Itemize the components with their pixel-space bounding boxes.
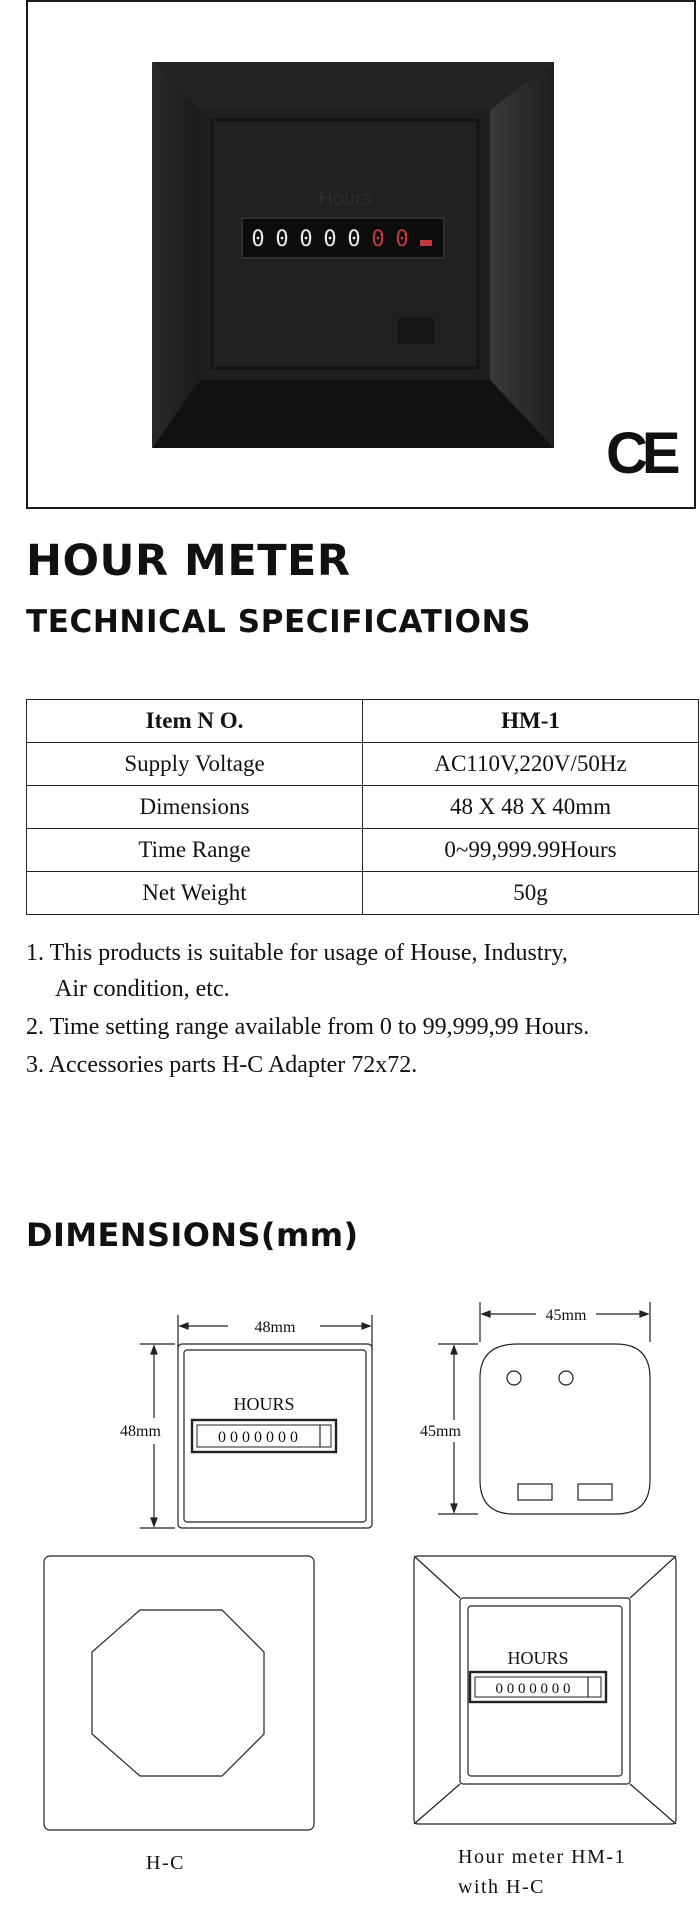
adapter-caption: H-C [146, 1852, 185, 1874]
table-cell: 50g [363, 872, 699, 915]
front-counter-digits: 0 0 0 0 0 0 0 [218, 1429, 298, 1446]
table-row [27, 829, 699, 872]
table-cell: Dimensions [27, 786, 363, 829]
note-item: 1. This products is suitable for usage of House, Industry, [26, 940, 568, 966]
table-row [27, 786, 699, 829]
table-cell: 48 X 48 X 40mm [363, 786, 699, 829]
table-cell: AC110V,220V/50Hz [363, 743, 699, 786]
width-dimension-label: 48mm [254, 1319, 296, 1336]
table-cell: 0~99,999.99Hours [363, 829, 699, 872]
table-header-row [27, 700, 699, 743]
spec-table [26, 699, 699, 915]
note-item: 3. Accessories parts H-C Adapter 72x72. [26, 1052, 418, 1078]
photo-hours-label: Hours [318, 188, 372, 210]
table-cell: Net Weight [27, 872, 363, 915]
section-title-specifications: TECHNICAL SPECIFICATIONS [26, 604, 532, 640]
assembly-drawing [410, 1552, 680, 1830]
hour-meter-photo [150, 60, 560, 452]
photo-digit: 0 [323, 227, 337, 252]
photo-digit: 0 [347, 227, 361, 252]
photo-digit: 0 [251, 227, 265, 252]
table-row [27, 743, 699, 786]
photo-digit: 0 [275, 227, 289, 252]
photo-digit: 0 [395, 227, 409, 252]
assembly-hours-label: HOURS [507, 1648, 569, 1668]
table-row [27, 872, 699, 915]
back-height-dimension-label: 45mm [420, 1423, 461, 1440]
height-dimension-label: 48mm [120, 1423, 161, 1440]
back-view-drawing [418, 1300, 668, 1525]
front-hours-label: HOURS [233, 1394, 295, 1414]
note-item-continued: Air condition, etc. [55, 976, 230, 1002]
adapter-drawing [40, 1552, 320, 1836]
section-title-dimensions: DIMENSIONS(mm) [26, 1216, 359, 1254]
page-title: HOUR METER [26, 536, 351, 586]
assembly-caption-line1: Hour meter HM-1 [458, 1846, 627, 1868]
table-cell: Time Range [27, 829, 363, 872]
assembly-counter-digits: 0 0 0 0 0 0 0 [495, 1681, 571, 1697]
table-cell: Supply Voltage [27, 743, 363, 786]
note-item: 2. Time setting range available from 0 to 99,999,99 Hours. [26, 1014, 590, 1040]
back-width-dimension-label: 45mm [545, 1307, 587, 1324]
assembly-caption-line2: with H-C [458, 1876, 545, 1898]
table-header-cell: Item N O. [27, 700, 363, 743]
photo-digit: 0 [371, 227, 385, 252]
table-header-cell: HM-1 [363, 700, 699, 743]
front-view-drawing [110, 1310, 390, 1540]
ce-mark: CE [606, 421, 675, 486]
photo-digit: 0 [299, 227, 313, 252]
